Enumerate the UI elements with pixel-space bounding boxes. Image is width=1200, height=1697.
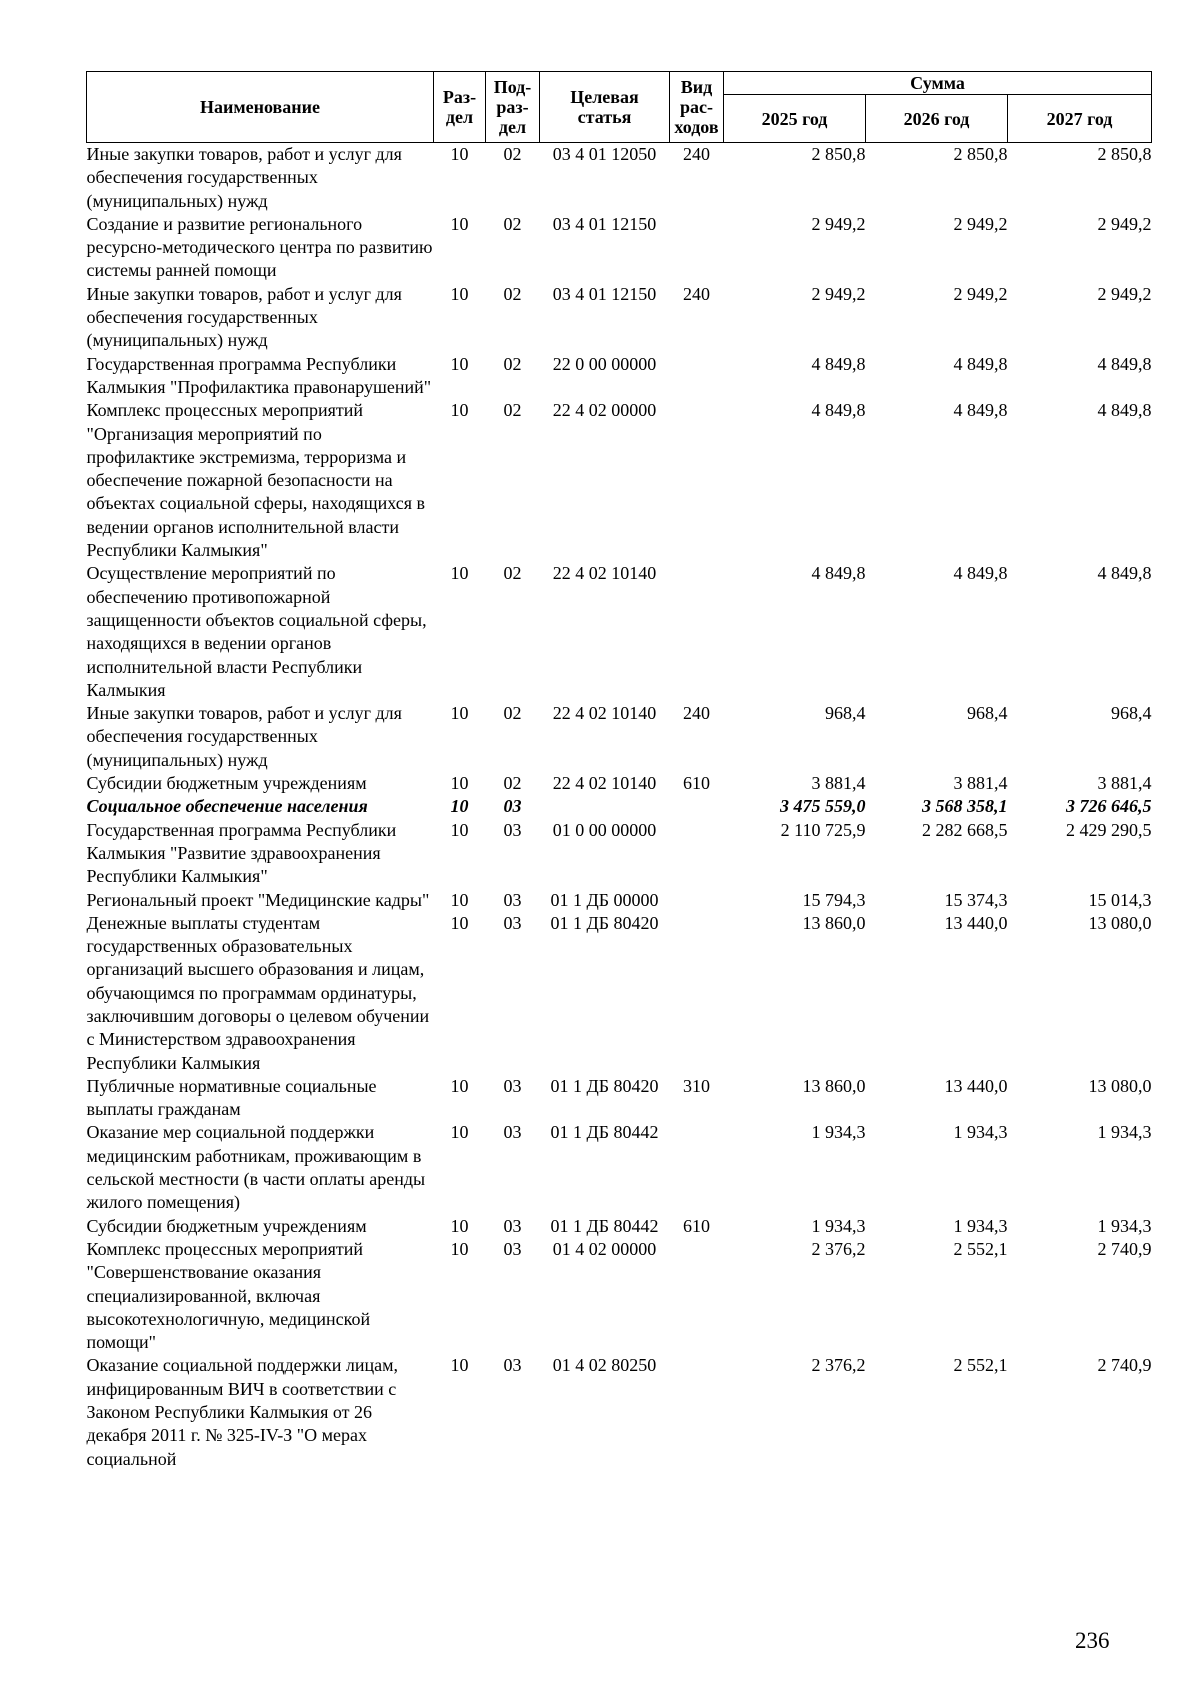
row-sum-2026: 2 282 668,5 <box>922 819 1008 840</box>
row-sum-2025: 2 850,8 <box>811 144 866 164</box>
row-target: 01 4 02 00000 <box>552 1238 657 1259</box>
row-sum-2026: 3 568 358,1 <box>922 796 1008 817</box>
page-number: 236 <box>1075 1628 1110 1653</box>
row-sum-2027: 4 849,8 <box>1097 353 1152 374</box>
header-2025: 2025 год <box>724 95 866 143</box>
row-sum-2027: 4 849,8 <box>1097 400 1152 421</box>
row-sum-2026: 13 440,0 <box>944 912 1008 933</box>
row-sum-2026: 4 849,8 <box>953 353 1008 374</box>
row-sum-2027: 15 014,3 <box>1088 889 1152 910</box>
row-razdel: 10 <box>450 144 469 164</box>
row-vid <box>670 795 724 818</box>
row-razdel: 10 <box>450 1355 469 1376</box>
table-row <box>87 143 1152 213</box>
table-row <box>87 1075 1152 1122</box>
table-row <box>87 702 1152 772</box>
row-sum-2027: 13 080,0 <box>1088 912 1152 933</box>
row-target: 03 4 01 12050 <box>552 144 657 164</box>
table-row <box>87 399 1152 562</box>
row-sum-2025: 15 794,3 <box>802 889 866 910</box>
row-target: 01 1 ДБ 80420 <box>550 912 659 933</box>
row-target: 01 4 02 80250 <box>552 1355 657 1376</box>
header-podrazdel: Под- раз- дел <box>486 72 540 143</box>
table-row <box>87 283 1152 353</box>
row-vid <box>670 819 724 889</box>
row-razdel: 10 <box>450 283 469 304</box>
table-row <box>87 819 1152 889</box>
row-sum-2025: 1 934,3 <box>811 1122 866 1143</box>
row-name: Иные закупки товаров, работ и услуг для обеспечения государственных (муниципальных) нужд <box>86 144 402 211</box>
row-podrazdel: 02 <box>503 213 522 234</box>
row-name: Субсидии бюджетным учреждениям <box>86 773 367 794</box>
table-row <box>87 353 1152 400</box>
row-razdel: 10 <box>450 1215 469 1236</box>
row-sum-2026: 2 850,8 <box>953 144 1008 164</box>
row-vid: 310 <box>683 1075 710 1096</box>
row-razdel: 10 <box>450 213 469 234</box>
row-podrazdel: 02 <box>503 144 522 164</box>
row-sum-2026: 15 374,3 <box>944 889 1008 910</box>
row-vid <box>670 1121 724 1214</box>
table-row <box>87 562 1152 702</box>
row-sum-2026: 3 881,4 <box>953 773 1008 794</box>
row-sum-2026: 1 934,3 <box>953 1215 1008 1236</box>
row-sum-2027: 2 949,2 <box>1097 213 1152 234</box>
row-sum-2025: 2 376,2 <box>811 1355 866 1376</box>
row-razdel: 10 <box>450 400 469 421</box>
row-sum-2027: 3 881,4 <box>1097 773 1152 794</box>
row-target: 01 1 ДБ 80420 <box>550 1075 659 1096</box>
row-sum-2027: 2 949,2 <box>1097 283 1152 304</box>
row-sum-2025: 3 475 559,0 <box>780 796 866 817</box>
table-row <box>87 1121 1152 1214</box>
row-sum-2027: 2 740,9 <box>1097 1238 1152 1259</box>
table-row <box>87 1354 1152 1470</box>
row-razdel: 10 <box>450 912 469 933</box>
row-razdel: 10 <box>450 796 469 817</box>
row-podrazdel: 03 <box>503 1355 522 1376</box>
row-sum-2026: 2 552,1 <box>953 1238 1008 1259</box>
row-sum-2027: 1 934,3 <box>1097 1215 1152 1236</box>
row-target: 22 4 02 10140 <box>552 773 657 794</box>
row-name: Оказание мер социальной поддержки медицинским работникам, проживающим в сельской местности (в части оплаты аренды жилого помещения) <box>86 1122 426 1213</box>
row-podrazdel: 03 <box>503 912 522 933</box>
row-target: 01 0 00 00000 <box>552 819 657 840</box>
row-name: Комплекс процессных мероприятий "Совершенствование оказания специализированной, включая высокотехнологичную, медицинской помощи" <box>86 1238 371 1353</box>
row-name: Комплекс процессных мероприятий "Организация мероприятий по профилактике экстремизма, терроризма и обеспечение пожарной безопасности на объектах социальной сферы, находящихся в ведении органов исполнительной власти Республики Калмыкия" <box>86 400 426 561</box>
row-podrazdel: 03 <box>503 796 522 817</box>
row-target <box>540 795 670 818</box>
row-sum-2026: 2 949,2 <box>953 283 1008 304</box>
row-vid: 610 <box>683 773 710 794</box>
row-sum-2027: 2 850,8 <box>1097 144 1152 164</box>
row-target: 22 4 02 10140 <box>552 703 657 724</box>
row-sum-2027: 3 726 646,5 <box>1066 796 1152 817</box>
row-sum-2025: 3 881,4 <box>811 773 866 794</box>
row-target: 22 4 02 00000 <box>552 400 657 421</box>
row-sum-2027: 1 934,3 <box>1097 1122 1152 1143</box>
row-podrazdel: 02 <box>503 400 522 421</box>
table-row <box>87 213 1152 283</box>
row-vid <box>670 562 724 702</box>
row-sum-2026: 4 849,8 <box>953 400 1008 421</box>
row-sum-2026: 13 440,0 <box>944 1075 1008 1096</box>
table-row <box>87 1215 1152 1238</box>
row-name: Осуществление мероприятий по обеспечению противопожарной защищенности объектов социальной сферы, находящихся в ведении органов исполнительной власти Республики Калмыкия <box>86 563 427 700</box>
header-razdel: Раз- дел <box>434 72 486 143</box>
row-sum-2027: 2 740,9 <box>1097 1355 1152 1376</box>
row-podrazdel: 03 <box>503 1075 522 1096</box>
row-sum-2026: 2 949,2 <box>953 213 1008 234</box>
row-name: Региональный проект "Медицинские кадры" <box>86 889 430 910</box>
row-sum-2027: 4 849,8 <box>1097 563 1152 584</box>
row-podrazdel: 02 <box>503 353 522 374</box>
row-sum-2027: 2 429 290,5 <box>1066 819 1152 840</box>
row-vid: 610 <box>683 1215 710 1236</box>
row-razdel: 10 <box>450 819 469 840</box>
header-sum: Сумма <box>724 72 1152 95</box>
row-sum-2025: 4 849,8 <box>811 353 866 374</box>
row-name: Иные закупки товаров, работ и услуг для обеспечения государственных (муниципальных) нужд <box>86 283 402 351</box>
row-sum-2025: 968,4 <box>825 703 866 724</box>
row-name: Публичные нормативные социальные выплаты гражданам <box>86 1075 377 1120</box>
row-sum-2025: 2 376,2 <box>811 1238 866 1259</box>
row-target: 01 1 ДБ 80442 <box>550 1215 659 1236</box>
row-sum-2027: 968,4 <box>1111 703 1152 724</box>
row-razdel: 10 <box>450 1238 469 1259</box>
row-sum-2025: 4 849,8 <box>811 400 866 421</box>
row-name: Денежные выплаты студентам государственных образовательных организаций высшего образования и лицам, обучающимся по программам ординатуры, заключившим договоры о целевом обучении с Министерством здравоохранения Республики Калмыкия <box>86 912 430 1073</box>
row-sum-2025: 1 934,3 <box>811 1215 866 1236</box>
table-row <box>87 1238 1152 1354</box>
row-vid: 240 <box>683 144 710 164</box>
row-target: 01 1 ДБ 00000 <box>550 889 659 910</box>
row-sum-2025: 2 949,2 <box>811 283 866 304</box>
row-podrazdel: 02 <box>503 703 522 724</box>
row-razdel: 10 <box>450 1122 469 1143</box>
row-target: 22 0 00 00000 <box>552 353 657 374</box>
row-vid <box>670 912 724 1075</box>
row-vid <box>670 889 724 912</box>
header-2027: 2027 год <box>1008 95 1152 143</box>
row-vid <box>670 213 724 283</box>
row-target: 01 1 ДБ 80442 <box>550 1122 659 1143</box>
table-row <box>87 889 1152 912</box>
row-vid: 240 <box>683 703 710 724</box>
table-row <box>87 912 1152 1075</box>
row-razdel: 10 <box>450 563 469 584</box>
row-name: Создание и развитие регионального ресурсно-методического центра по развитию системы ранней помощи <box>86 213 433 281</box>
row-podrazdel: 03 <box>503 1238 522 1259</box>
row-name: Субсидии бюджетным учреждениям <box>86 1215 367 1236</box>
row-name: Иные закупки товаров, работ и услуг для обеспечения государственных (муниципальных) нужд <box>86 703 402 770</box>
row-vid <box>670 1238 724 1354</box>
row-vid <box>670 399 724 562</box>
row-razdel: 10 <box>450 353 469 374</box>
header-vid: Вид рас- ходов <box>670 72 724 143</box>
row-vid <box>670 353 724 400</box>
row-podrazdel: 02 <box>503 283 522 304</box>
row-target: 03 4 01 12150 <box>552 213 657 234</box>
row-sum-2025: 2 949,2 <box>811 213 866 234</box>
row-target: 22 4 02 10140 <box>552 563 657 584</box>
row-razdel: 10 <box>450 889 469 910</box>
row-podrazdel: 03 <box>503 889 522 910</box>
row-podrazdel: 03 <box>503 1215 522 1236</box>
row-razdel: 10 <box>450 703 469 724</box>
row-podrazdel: 03 <box>503 819 522 840</box>
row-vid <box>670 1354 724 1470</box>
row-name: Государственная программа Республики Калмыкия "Развитие здравоохранения Республики Калмыкия" <box>86 819 397 887</box>
budget-table <box>86 71 1152 1471</box>
row-razdel: 10 <box>450 1075 469 1096</box>
table-header <box>87 72 1152 143</box>
row-vid: 240 <box>683 283 710 304</box>
row-target: 03 4 01 12150 <box>552 283 657 304</box>
row-sum-2026: 968,4 <box>967 703 1008 724</box>
header-target: Целевая статья <box>540 72 670 143</box>
row-name: Социальное обеспечение населения <box>86 796 368 817</box>
header-name: Наименование <box>87 72 434 143</box>
table-row <box>87 772 1152 795</box>
row-sum-2027: 13 080,0 <box>1088 1075 1152 1096</box>
row-podrazdel: 02 <box>503 563 522 584</box>
row-name: Оказание социальной поддержки лицам, инфицированным ВИЧ в соответствии с Законом Республики Калмыкия от 26 декабря 2011 г. № 325-IV-З "О мерах социальной <box>86 1355 399 1469</box>
row-sum-2026: 1 934,3 <box>953 1122 1008 1143</box>
table-row <box>87 795 1152 818</box>
row-podrazdel: 02 <box>503 773 522 794</box>
row-razdel: 10 <box>450 773 469 794</box>
row-sum-2025: 13 860,0 <box>802 912 866 933</box>
row-sum-2026: 2 552,1 <box>953 1355 1008 1376</box>
table-body <box>87 143 1152 1471</box>
row-sum-2025: 13 860,0 <box>802 1075 866 1096</box>
row-sum-2025: 4 849,8 <box>811 563 866 584</box>
row-sum-2025: 2 110 725,9 <box>780 819 866 840</box>
header-2026: 2026 год <box>866 95 1008 143</box>
row-sum-2026: 4 849,8 <box>953 563 1008 584</box>
row-podrazdel: 03 <box>503 1122 522 1143</box>
row-name: Государственная программа Республики Калмыкия "Профилактика правонарушений" <box>86 353 432 397</box>
